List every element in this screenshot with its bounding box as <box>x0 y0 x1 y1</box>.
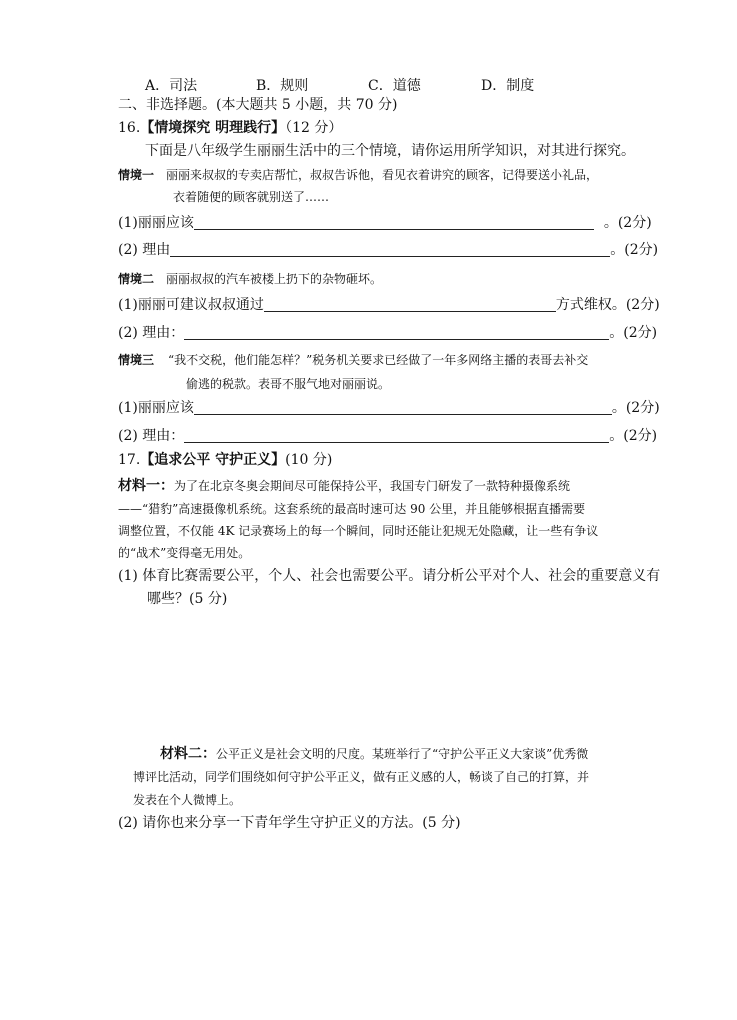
q17-title: 【追求公平 守护正义】 <box>140 452 286 468</box>
material2-line2: 博评比活动，同学们围绕如何守护公平正义，做有正义感的人，畅谈了自己的打算，并 <box>133 770 590 784</box>
answer-blank[interactable] <box>194 400 612 415</box>
q16-title: 【情境探究 明理践行】 <box>140 120 286 136</box>
q16-intro: 下面是八年级学生丽丽生活中的三个情境，请你运用所学知识，对其进行探究。 <box>145 143 635 159</box>
scenario3-label: 情境三 <box>118 353 155 367</box>
q17-points: (10 分) <box>285 452 333 468</box>
option-a: A．司法 <box>145 78 198 94</box>
q16-points: （12 分） <box>285 120 343 136</box>
scenario3-text-line2: 偷逃的税款。表哥不服气地对丽丽说。 <box>186 377 391 391</box>
material2-label: 材料二： <box>160 746 216 762</box>
scenario2-text: 情境二 丽丽叔叔的汽车被楼上扔下的杂物砸坏。 <box>118 272 383 286</box>
scenario2-answer1: (1)丽丽可建议叔叔通过 方式维权。(2分) <box>118 297 660 313</box>
q17-header <box>118 451 332 469</box>
scenario3-answer1: (1)丽丽应该 。(2分) <box>118 400 660 416</box>
answer-blank[interactable] <box>264 297 556 312</box>
q16-header <box>118 119 342 137</box>
scenario3-text-line1: 情境三 “我不交税，他们能怎样？”税务机关要求已经做了一年多网络主播的表哥去补交 <box>118 353 589 367</box>
material1-line4: 的“战术”变得毫无用处。 <box>118 546 251 560</box>
material1-line1: 材料一：为了在北京冬奥会期间尽可能保持公平，我国专门研发了一款特种摄像系统 <box>118 478 571 494</box>
material2-line3: 发表在个人微博上。 <box>133 793 242 807</box>
scenario1-label: 情境一 <box>118 168 155 182</box>
option-d: D．制度 <box>481 78 535 94</box>
answer-blank[interactable] <box>170 242 610 257</box>
material1-label: 材料一： <box>118 478 174 494</box>
scenario1-answer1: (1)丽丽应该 。(2分) <box>118 215 652 231</box>
scenario2-label: 情境二 <box>118 272 155 286</box>
answer-blank[interactable] <box>194 215 594 230</box>
material2-line1: 材料二：公平正义是社会文明的尺度。某班举行了“守护公平正义大家谈”优秀微 <box>160 746 589 762</box>
q17-sub1-line1: (1) 体育比赛需要公平，个人、社会也需要公平。请分析公平对个人、社会的重要意义有 <box>118 568 661 584</box>
scenario2-answer2: (2) 理由： 。(2分) <box>118 325 658 341</box>
option-b: B．规则 <box>256 78 309 94</box>
material1-line2: ——“猎豹”高速摄像机系统。这套系统的最高时速可达 90 公里，并且能够根据直播需要 <box>118 502 586 516</box>
option-c: C．道德 <box>368 78 421 94</box>
q17-sub1-line2: 哪些？(5 分) <box>147 591 228 607</box>
answer-blank[interactable] <box>184 325 609 340</box>
answer-blank[interactable] <box>184 428 609 443</box>
material1-line3: 调整位置，不仅能 4K 记录赛场上的每一个瞬间，同时还能让犯规无处隐藏，让一些有争议 <box>118 524 599 538</box>
q17-sub2: (2) 请你也来分享一下青年学生守护正义的方法。(5 分) <box>118 815 461 831</box>
scenario1-answer2: (2) 理由 。(2分) <box>118 242 659 258</box>
section-title: 二、非选择题。(本大题共 5 小题，共 70 分) <box>118 97 398 113</box>
scenario1-text-line1: 情境一 丽丽来叔叔的专卖店帮忙，叔叔告诉他，看见衣着讲究的顾客，记得要送小礼品， <box>118 168 599 182</box>
q17-number: 17. <box>118 452 141 468</box>
scenario3-answer2: (2) 理由： 。(2分) <box>118 428 658 444</box>
scenario1-text-line2: 衣着随便的顾客就别送了…… <box>173 190 330 204</box>
q16-number: 16. <box>118 120 141 136</box>
